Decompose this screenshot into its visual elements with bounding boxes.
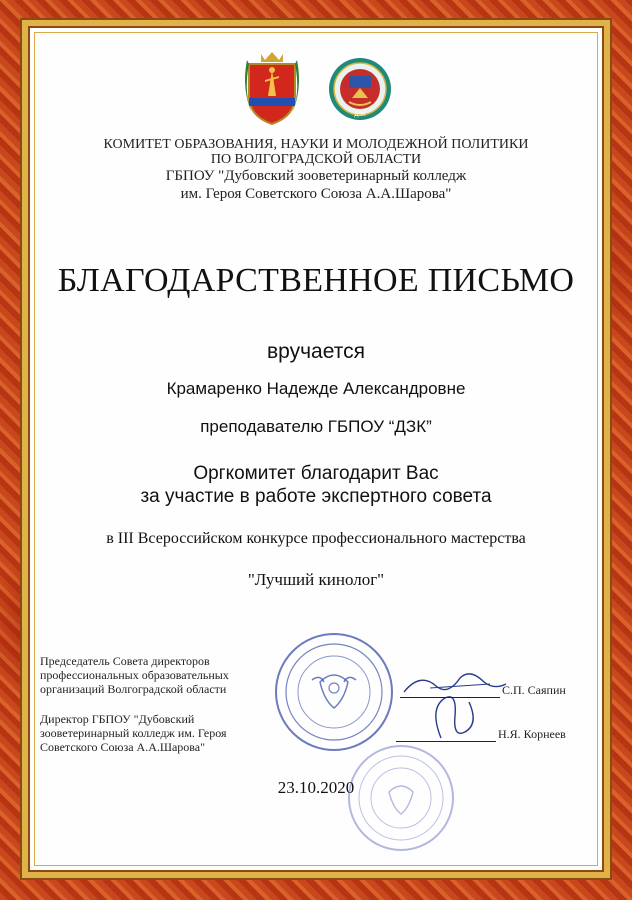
coat-of-arms-icon: [239, 50, 305, 128]
signatory-1-role-line-1: Председатель Совета директоров: [40, 654, 210, 668]
contest-line: в III Всероссийском конкурсе профессионального мастерства: [106, 530, 526, 547]
official-stamp-2: [345, 742, 457, 854]
signatory-1-name: С.П. Саяпин: [502, 683, 566, 697]
college-emblem-icon: [327, 50, 393, 128]
recipient-name: Крамаренко Надежде Александровне: [166, 379, 466, 398]
recipient-position: преподавателю ГБПОУ “ДЗК”: [200, 417, 432, 436]
contest-name: "Лучший кинолог": [247, 570, 385, 589]
committee-line-1: КОМИТЕТ ОБРАЗОВАНИЯ, НАУКИ И МОЛОДЕЖНОЙ ПОЛИТИКИ: [103, 137, 529, 152]
thanks-line-1: Оргкомитет благодарит Вас: [193, 463, 439, 484]
thanks-line-2: за участие в работе экспертного совета: [140, 486, 492, 507]
college-emblem-text: ДЗК: [354, 112, 366, 118]
awarded-label: вручается: [267, 340, 365, 363]
signatory-2-role-line-3: Советского Союза А.А.Шарова": [40, 740, 206, 754]
college-line-1: ГБПОУ "Дубовский зооветеринарный колледж: [165, 168, 467, 184]
signatory-2-role: [40, 712, 227, 754]
committee-line-2: ПО ВОЛГОГРАДСКОЙ ОБЛАСТИ: [210, 152, 422, 167]
college-line-2: им. Героя Советского Союза А.А.Шарова": [180, 186, 452, 202]
logos-row: [0, 50, 632, 128]
signatory-1-role-line-3: организаций Волгоградской области: [40, 682, 227, 696]
certificate-title: БЛАГОДАРСТВЕННОЕ ПИСЬМО: [57, 262, 575, 299]
signature-line-2: [396, 741, 496, 742]
signatory-1-role-line-2: профессиональных образовательных: [40, 668, 229, 682]
issuer-header: [20, 137, 612, 203]
signatory-2-role-line-2: зооветеринарный колледж им. Героя: [40, 726, 227, 740]
signatory-2-role-line-1: Директор ГБПОУ "Дубовский: [40, 712, 195, 726]
signature-line-1: [400, 697, 500, 698]
official-stamp-1: [272, 630, 396, 754]
signatory-2-name: Н.Я. Корнеев: [498, 727, 566, 741]
issue-date: 23.10.2020: [277, 778, 355, 797]
signatory-1-role: [40, 654, 229, 696]
